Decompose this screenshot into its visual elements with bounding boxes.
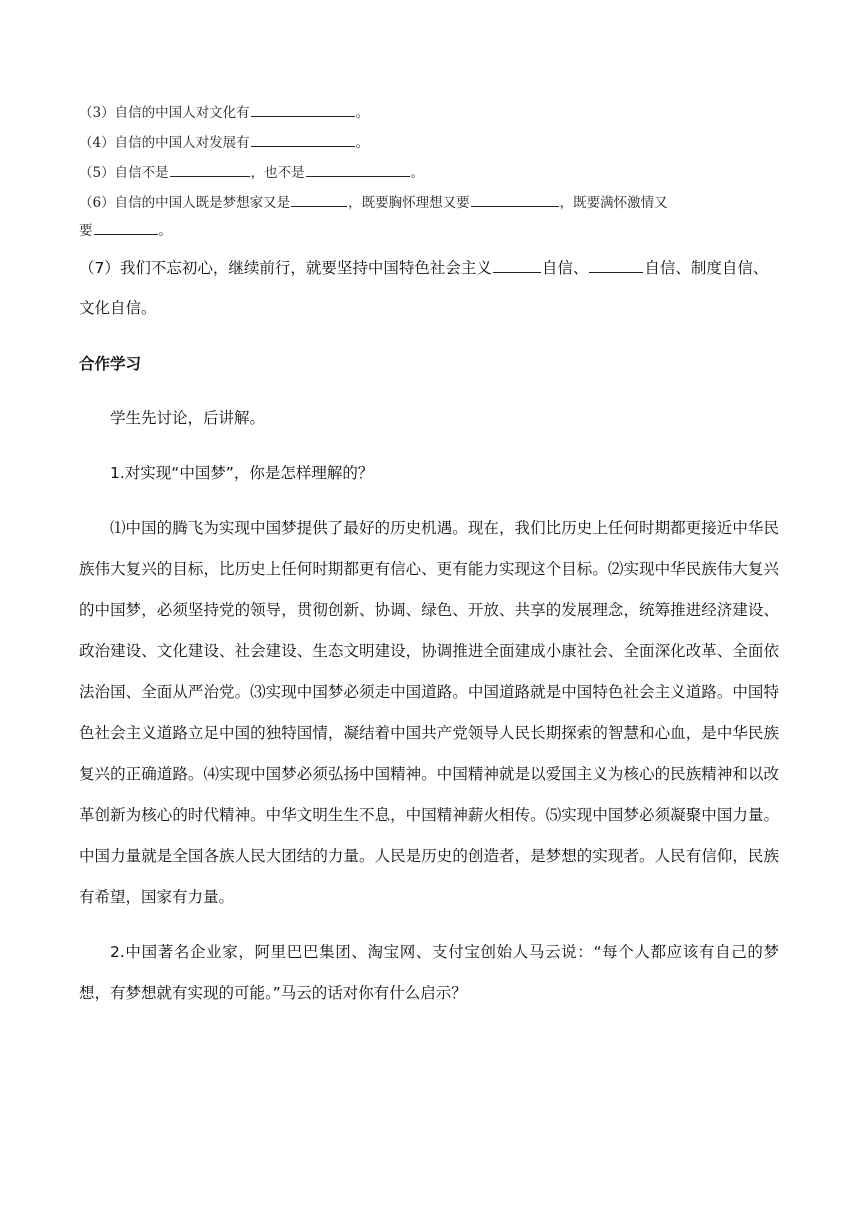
question-2: 2.中国著名企业家，阿里巴巴集团、淘宝网、支付宝创始人马云说：“每个人都应该有自己的梦想，有梦想就有实现的可能。”马云的话对你有什么启示？ [79, 943, 779, 1002]
q3-text: （3）自信的中国人对文化有 [79, 105, 250, 121]
q7-mid2: 自信、制度自信、 [644, 259, 769, 277]
q3-end: 。 [355, 105, 370, 121]
q6-line2: 要 [79, 223, 93, 239]
question-1: 1.对实现“中国梦”，你是怎样理解的？ [110, 464, 374, 482]
q6-blank-3[interactable] [94, 220, 158, 235]
q6-mid1: ，既要胸怀理想又要 [348, 195, 470, 211]
q4-blank[interactable] [251, 132, 355, 147]
fill-in-q4 [79, 132, 369, 153]
fill-in-q7 [79, 256, 768, 278]
q5-blank-1[interactable] [170, 162, 250, 177]
q7-blank-2[interactable] [589, 258, 643, 273]
q3-blank[interactable] [251, 102, 355, 117]
fill-in-q3 [79, 102, 369, 123]
q6-text: （6）自信的中国人既是梦想家又是 [79, 195, 291, 211]
fill-in-q7-cont [79, 296, 157, 318]
q5-text: （5）自信不是 [79, 165, 169, 181]
q6-mid2: ，既要满怀激情又 [559, 195, 668, 211]
q5-blank-2[interactable] [306, 162, 410, 177]
section-title: 合作学习 [79, 355, 142, 373]
fill-in-q5 [79, 162, 424, 183]
q4-end: 。 [355, 135, 370, 151]
q7-line2: 文化自信。 [79, 299, 157, 317]
q6-end: 。 [158, 223, 172, 239]
fill-in-q6-cont [79, 220, 172, 241]
q6-blank-1[interactable] [291, 192, 347, 207]
q7-text: （7）我们不忘初心，继续前行，就要坚持中国特色社会主义 [79, 259, 492, 277]
q7-blank-1[interactable] [493, 258, 541, 273]
intro-text: 学生先讨论，后讲解。 [110, 409, 266, 427]
q6-blank-2[interactable] [471, 192, 559, 207]
q5-end: 。 [410, 165, 425, 181]
fill-in-q6 [79, 192, 668, 213]
q4-text: （4）自信的中国人对发展有 [79, 135, 250, 151]
q7-mid1: 自信、 [541, 259, 589, 277]
answer-1: ⑴中国的腾飞为实现中国梦提供了最好的历史机遇。现在，我们比历史上任何时期都更接近中华民族伟大复兴的目标，比历史上任何时期都更有信心、更有能力实现这个目标。⑵实现中华民族伟大复兴的中国梦，必须坚持党的领导，贯彻创新、协调、绿色、开放、共享的发展理念，统筹推进经济建设、政治建设、文化建设、社会建设、生态文明建设，协调推进全面建成小康社会、全面深化改革、全面依法治国、全面从严治党。⑶实现中国梦必须走中国道路。中国道路就是中国特色社会主义道路。中国特色社会主义道路立足中国的独特国情，凝结着中国共产党领导人民长期探索的智慧和心血，是中华民族复兴的正确道路。⑷实现中国梦必须弘扬中国精神。中国精神就是以爱国主义为核心的民族精神和以改革创新为核心的时代精神。中华文明生生不息，中国精神薪火相传。⑸实现中国梦必须凝聚中国力量。中国力量就是全国各族人民大团结的力量。人民是历史的创造者，是梦想的实现者。人民有信仰，民族有希望，国家有力量。 [79, 519, 779, 906]
q5-mid: ，也不是 [250, 165, 305, 181]
